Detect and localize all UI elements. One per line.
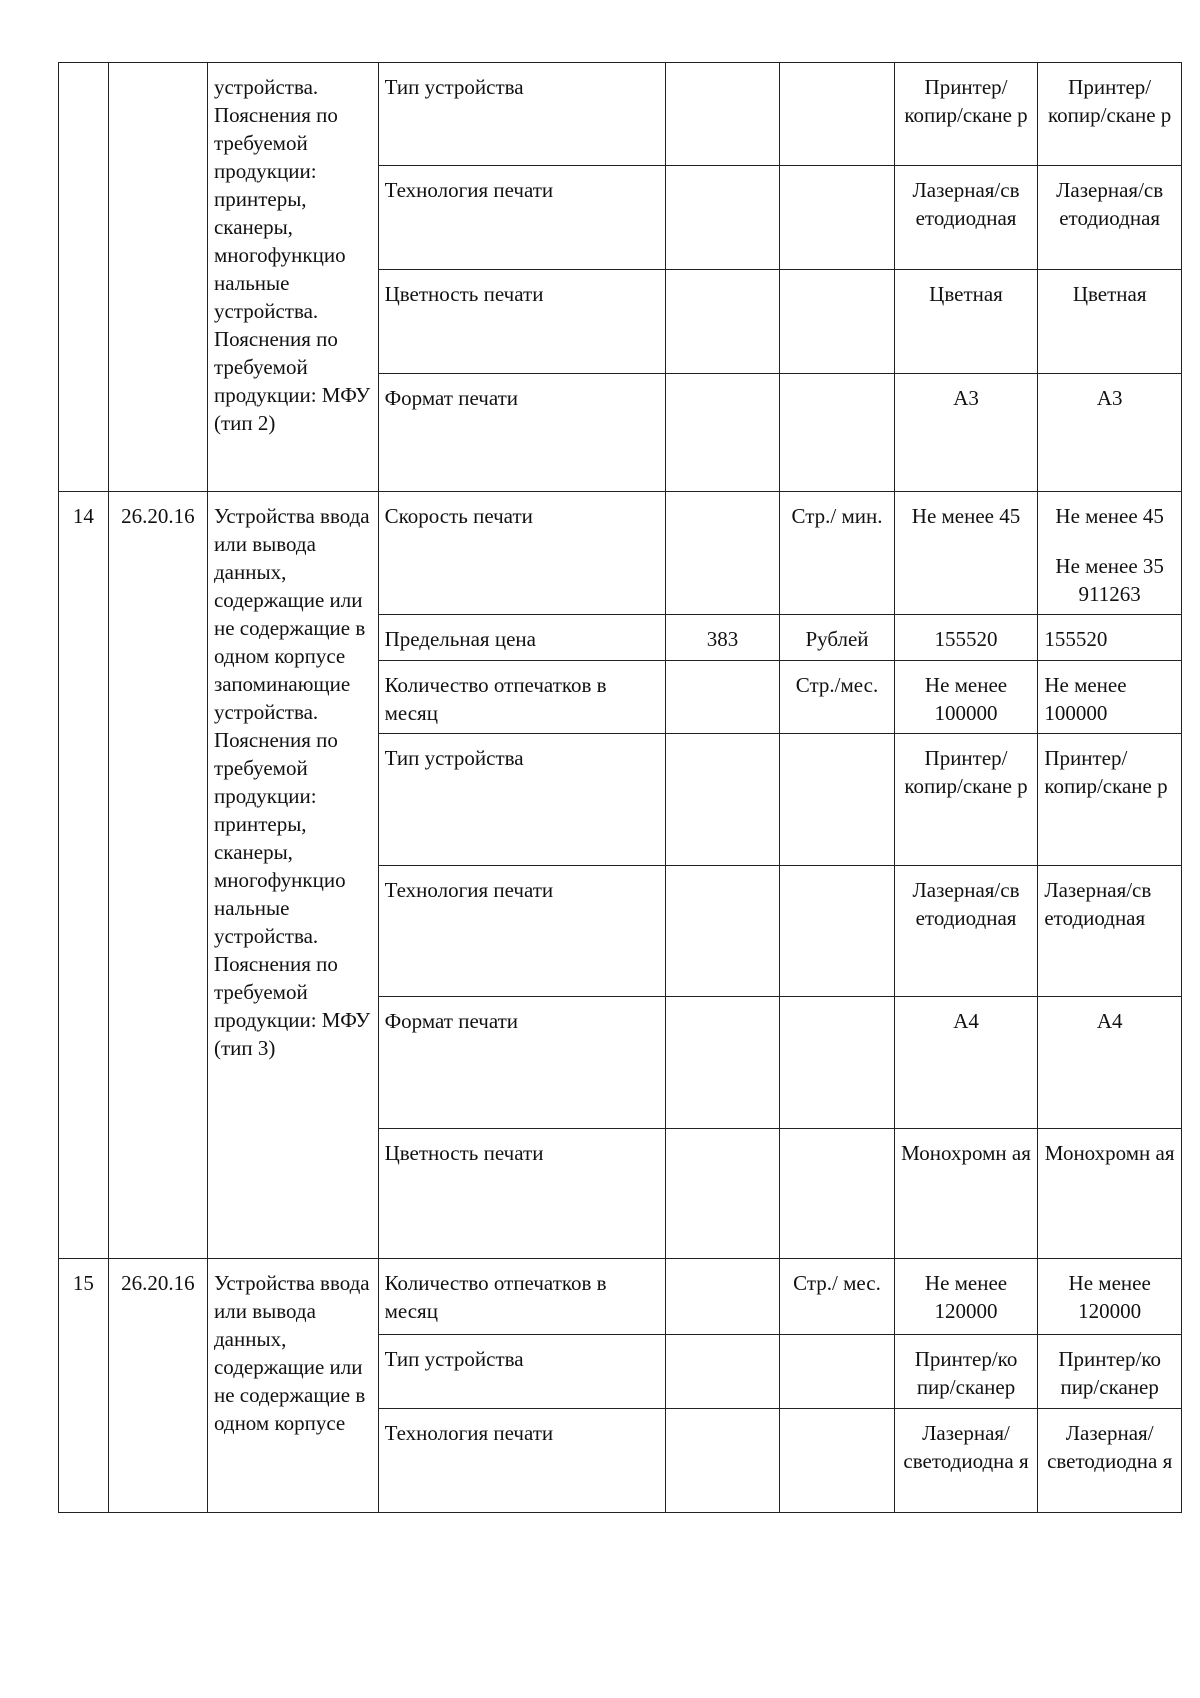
value-2-extra: Не менее 35 911263 — [1055, 554, 1164, 606]
value-2: Принтер/ копир/скане р — [1038, 63, 1182, 166]
value-1: А4 — [894, 997, 1038, 1129]
value-1: Не менее 100000 — [894, 661, 1038, 734]
value-1: Цветная — [894, 270, 1038, 374]
okei-code — [665, 374, 779, 492]
value-1: Не менее 45 — [894, 492, 1038, 615]
characteristic-name: Технология печати — [378, 866, 665, 997]
value-2: Лазерная/св етодиодная — [1038, 166, 1182, 270]
value-2: А3 — [1038, 374, 1182, 492]
characteristic-name: Технология печати — [378, 166, 665, 270]
okei-code — [665, 1409, 779, 1513]
okei-code — [665, 997, 779, 1129]
characteristic-name: Цветность печати — [378, 1129, 665, 1259]
okei-code — [665, 63, 779, 166]
characteristics-table — [58, 62, 1182, 1513]
okei-code — [665, 1259, 779, 1335]
unit — [780, 374, 894, 492]
row-number: 15 — [59, 1259, 109, 1513]
value-2: Монохромн ая — [1038, 1129, 1182, 1259]
unit — [780, 270, 894, 374]
value-1: А3 — [894, 374, 1038, 492]
value-1: Монохромн ая — [894, 1129, 1038, 1259]
characteristic-name: Цветность печати — [378, 270, 665, 374]
characteristic-name: Формат печати — [378, 374, 665, 492]
okei-code — [665, 270, 779, 374]
characteristic-name: Тип устройства — [378, 734, 665, 866]
okei-code — [665, 1129, 779, 1259]
value-2: Не менее 100000 — [1038, 661, 1182, 734]
value-2: А4 — [1038, 997, 1182, 1129]
unit: Стр./мес. — [780, 661, 894, 734]
characteristic-name: Тип устройства — [378, 63, 665, 166]
characteristic-name: Тип устройства — [378, 1335, 665, 1409]
unit — [780, 1335, 894, 1409]
characteristic-name: Формат печати — [378, 997, 665, 1129]
value-1: Не менее 120000 — [894, 1259, 1038, 1335]
okei-code — [665, 492, 779, 615]
table-row — [59, 492, 1182, 615]
value-1: 155520 — [894, 615, 1038, 661]
unit: Рублей — [780, 615, 894, 661]
unit: Стр./ мин. — [780, 492, 894, 615]
okpd-code — [108, 63, 207, 492]
characteristic-name: Технология печати — [378, 1409, 665, 1513]
value-2: Лазерная/св етодиодная — [1038, 866, 1182, 997]
value-2: 155520 — [1038, 615, 1182, 661]
unit — [780, 734, 894, 866]
unit — [780, 997, 894, 1129]
value-2: Принтер/ко пир/сканер — [1038, 1335, 1182, 1409]
value-2-main: Не менее 45 — [1055, 504, 1164, 528]
okpd-code: 26.20.16 — [108, 1259, 207, 1513]
value-2 — [1038, 492, 1182, 615]
value-1: Принтер/ копир/скане р — [894, 63, 1038, 166]
okei-code — [665, 661, 779, 734]
value-1: Лазерная/св етодиодная — [894, 166, 1038, 270]
table-row — [59, 1259, 1182, 1335]
okei-code — [665, 866, 779, 997]
product-name: устройства. Пояснения по требуемой продукции: принтеры, сканеры, многофункцио нальные устройства. Пояснения по требуемой продукции: МФУ (тип 2) — [207, 63, 378, 492]
table-row — [59, 63, 1182, 166]
value-2: Не менее 120000 — [1038, 1259, 1182, 1335]
characteristic-name: Предельная цена — [378, 615, 665, 661]
unit — [780, 63, 894, 166]
characteristic-name: Скорость печати — [378, 492, 665, 615]
unit — [780, 1129, 894, 1259]
value-2: Лазерная/ светодиодна я — [1038, 1409, 1182, 1513]
row-number: 14 — [59, 492, 109, 1259]
okpd-code: 26.20.16 — [108, 492, 207, 1259]
okei-code: 383 — [665, 615, 779, 661]
unit: Стр./ мес. — [780, 1259, 894, 1335]
value-1: Принтер/ копир/скане р — [894, 734, 1038, 866]
row-number — [59, 63, 109, 492]
value-1: Принтер/ко пир/сканер — [894, 1335, 1038, 1409]
characteristic-name: Количество отпечатков в месяц — [378, 661, 665, 734]
value-2: Цветная — [1038, 270, 1182, 374]
okei-code — [665, 166, 779, 270]
okei-code — [665, 734, 779, 866]
unit — [780, 1409, 894, 1513]
value-2: Принтер/ копир/скане р — [1038, 734, 1182, 866]
okei-code — [665, 1335, 779, 1409]
value-1: Лазерная/св етодиодная — [894, 866, 1038, 997]
unit — [780, 166, 894, 270]
product-name: Устройства ввода или вывода данных, содержащие или не содержащие в одном корпусе — [207, 1259, 378, 1513]
value-1: Лазерная/ светодиодна я — [894, 1409, 1038, 1513]
characteristic-name: Количество отпечатков в месяц — [378, 1259, 665, 1335]
unit — [780, 866, 894, 997]
product-name: Устройства ввода или вывода данных, содержащие или не содержащие в одном корпусе запоминающие устройства. Пояснения по требуемой продукции: принтеры, сканеры, многофункцио нальные устройства. Пояснения по требуемой продукции: МФУ (тип 3) — [207, 492, 378, 1259]
